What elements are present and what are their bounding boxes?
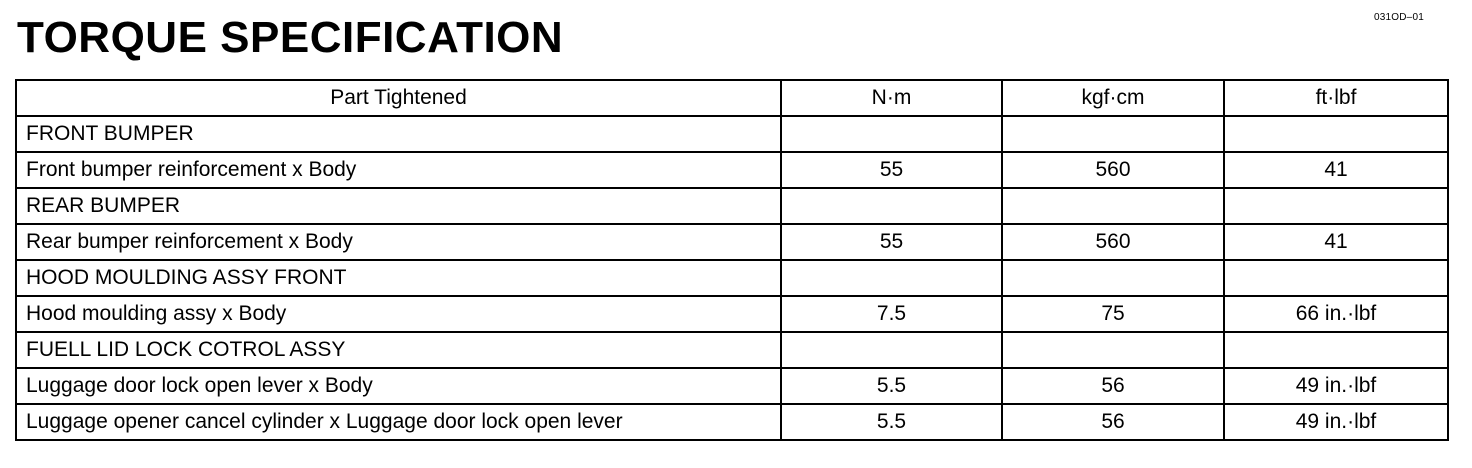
ftlbf-cell	[1224, 116, 1448, 152]
ftlbf-cell	[1224, 188, 1448, 224]
kgfcm-cell	[1002, 188, 1224, 224]
ftlbf-cell: 49 in.·lbf	[1224, 404, 1448, 440]
ftlbf-cell	[1224, 260, 1448, 296]
torque-spec-table	[15, 79, 1449, 441]
nm-cell: 5.5	[781, 404, 1002, 440]
ftlbf-cell: 41	[1224, 224, 1448, 260]
nm-cell: 55	[781, 152, 1002, 188]
nm-cell: 5.5	[781, 368, 1002, 404]
table-row	[16, 152, 1448, 188]
ftlbf-cell: 49 in.·lbf	[1224, 368, 1448, 404]
nm-cell	[781, 116, 1002, 152]
ftlbf-cell: 41	[1224, 152, 1448, 188]
page-title: TORQUE SPECIFICATION	[17, 13, 564, 62]
header-nm: N·m	[781, 80, 1002, 116]
table-row-section	[16, 332, 1448, 368]
part-cell: REAR BUMPER	[16, 188, 781, 224]
table-row	[16, 296, 1448, 332]
kgfcm-cell: 75	[1002, 296, 1224, 332]
nm-cell	[781, 332, 1002, 368]
table-header-row	[16, 80, 1448, 116]
part-cell: Hood moulding assy x Body	[16, 296, 781, 332]
part-cell: Front bumper reinforcement x Body	[16, 152, 781, 188]
table-row-section	[16, 116, 1448, 152]
nm-cell	[781, 260, 1002, 296]
table-row	[16, 404, 1448, 440]
kgfcm-cell: 56	[1002, 368, 1224, 404]
table-row	[16, 224, 1448, 260]
part-cell: Luggage door lock open lever x Body	[16, 368, 781, 404]
document-code: 031OD–01	[1374, 12, 1424, 23]
part-cell: FRONT BUMPER	[16, 116, 781, 152]
part-cell: Luggage opener cancel cylinder x Luggage door lock open lever	[16, 404, 781, 440]
part-cell: FUELL LID LOCK COTROL ASSY	[16, 332, 781, 368]
nm-cell: 7.5	[781, 296, 1002, 332]
kgfcm-cell	[1002, 332, 1224, 368]
ftlbf-cell	[1224, 332, 1448, 368]
table-row-section	[16, 188, 1448, 224]
kgfcm-cell	[1002, 116, 1224, 152]
kgfcm-cell: 56	[1002, 404, 1224, 440]
part-cell: HOOD MOULDING ASSY FRONT	[16, 260, 781, 296]
kgfcm-cell	[1002, 260, 1224, 296]
header-part-tightened: Part Tightened	[16, 80, 781, 116]
kgfcm-cell: 560	[1002, 152, 1224, 188]
nm-cell: 55	[781, 224, 1002, 260]
table-row	[16, 368, 1448, 404]
ftlbf-cell: 66 in.·lbf	[1224, 296, 1448, 332]
nm-cell	[781, 188, 1002, 224]
kgfcm-cell: 560	[1002, 224, 1224, 260]
part-cell: Rear bumper reinforcement x Body	[16, 224, 781, 260]
header-kgfcm: kgf·cm	[1002, 80, 1224, 116]
table-row-section	[16, 260, 1448, 296]
header-ftlbf: ft·lbf	[1224, 80, 1448, 116]
